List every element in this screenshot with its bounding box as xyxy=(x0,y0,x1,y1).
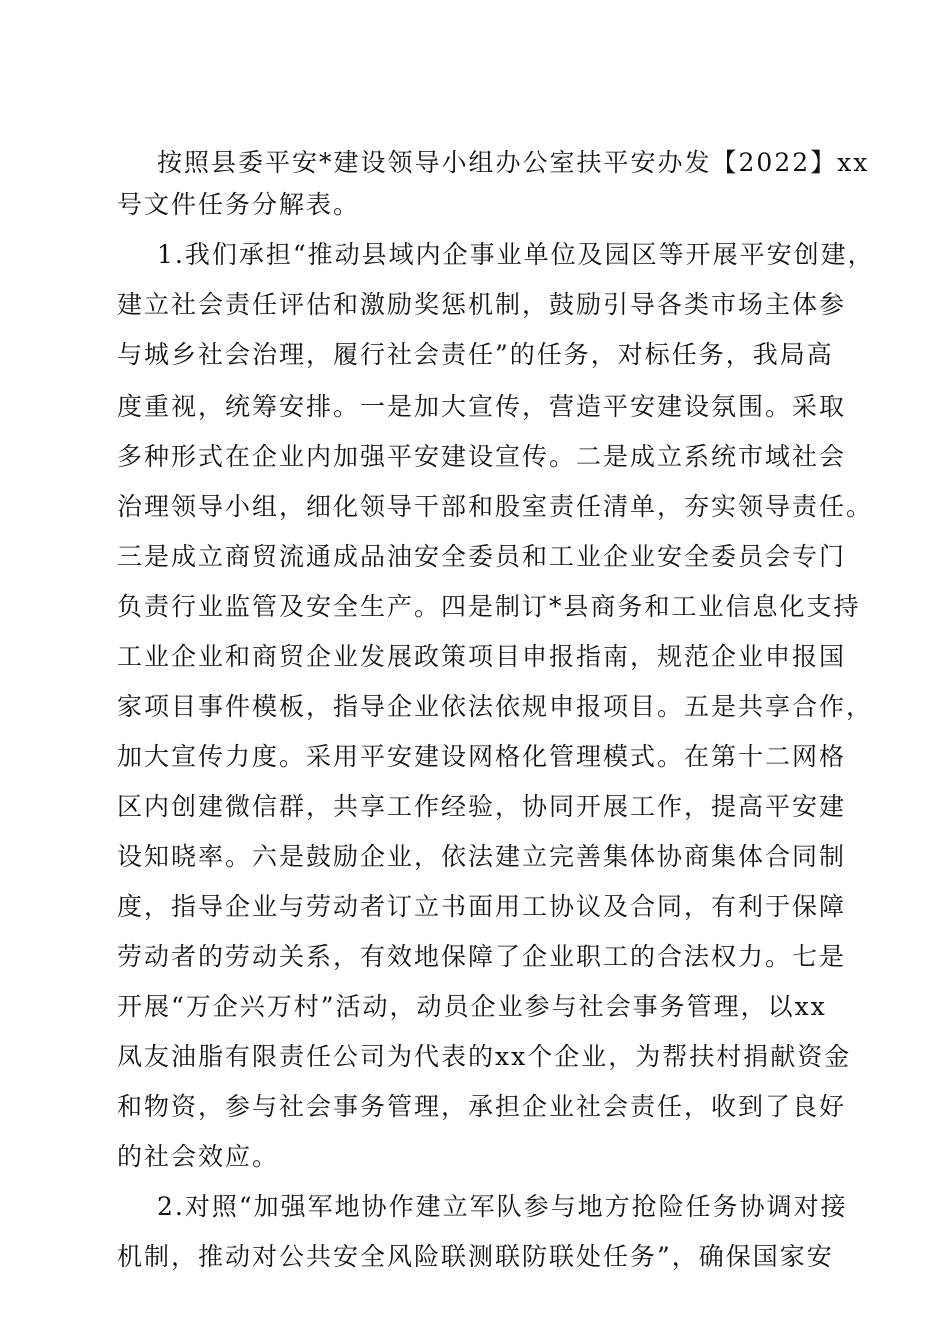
text-line: 1.我们承担“推动县域内企事业单位及园区等开展平安创建， xyxy=(157,240,875,269)
text-line: 区内创建微信群，共享工作经验，协同开展工作，提高平安建 xyxy=(117,792,847,821)
text-line: 和物资，参与社会事务管理，承担企业社会责任，收到了良好 xyxy=(117,1092,847,1121)
text-line: 工业企业和商贸企业发展政策项目申报指南，规范企业申报国 xyxy=(117,642,847,671)
text-line: 2.对照“加强军地协作建立军队参与地方抢险任务协调对接 xyxy=(157,1192,848,1221)
text-line: 按照县委平安*建设领导小组办公室扶平安办发【2022】xx xyxy=(157,148,870,177)
text-line: 号文件任务分解表。 xyxy=(117,190,361,219)
text-line: 凤友油脂有限责任公司为代表的xx个企业，为帮扶村捐献资金 xyxy=(117,1042,852,1071)
text-line: 劳动者的劳动关系，有效地保障了企业职工的合法权力。七是 xyxy=(117,942,847,971)
text-line: 开展“万企兴万村”活动，动员企业参与社会事务管理，以xx xyxy=(117,992,827,1021)
text-line: 度，指导企业与劳动者订立书面用工协议及合同，有利于保障 xyxy=(117,892,847,921)
text-line: 治理领导小组，细化领导干部和股室责任清单，夯实领导责任。 xyxy=(117,492,874,521)
text-line: 度重视，统筹安排。一是加大宣传，营造平安建设氛围。采取 xyxy=(117,392,847,421)
text-line: 的社会效应。 xyxy=(117,1142,280,1171)
text-line: 家项目事件模板，指导企业依法依规申报项目。五是共享合作， xyxy=(117,692,874,721)
text-line: 加大宣传力度。采用平安建设网格化管理模式。在第十二网格 xyxy=(117,742,847,771)
text-line: 设知晓率。六是鼓励企业，依法建立完善集体协商集体合同制 xyxy=(117,842,847,871)
text-line: 多种形式在企业内加强平安建设宣传。二是成立系统市域社会 xyxy=(117,442,847,471)
text-line: 机制，推动对公共安全风险联测联防联处任务”，确保国家安 xyxy=(117,1242,834,1271)
text-line: 与城乡社会治理，履行社会责任”的任务，对标任务，我局高 xyxy=(117,340,834,369)
text-line: 负责行业监管及安全生产。四是制订*县商务和工业信息化支持 xyxy=(117,592,861,621)
text-line: 三是成立商贸流通成品油安全委员和工业企业安全委员会专门 xyxy=(117,542,847,571)
text-line: 建立社会责任评估和激励奖惩机制，鼓励引导各类市场主体参 xyxy=(117,290,847,319)
